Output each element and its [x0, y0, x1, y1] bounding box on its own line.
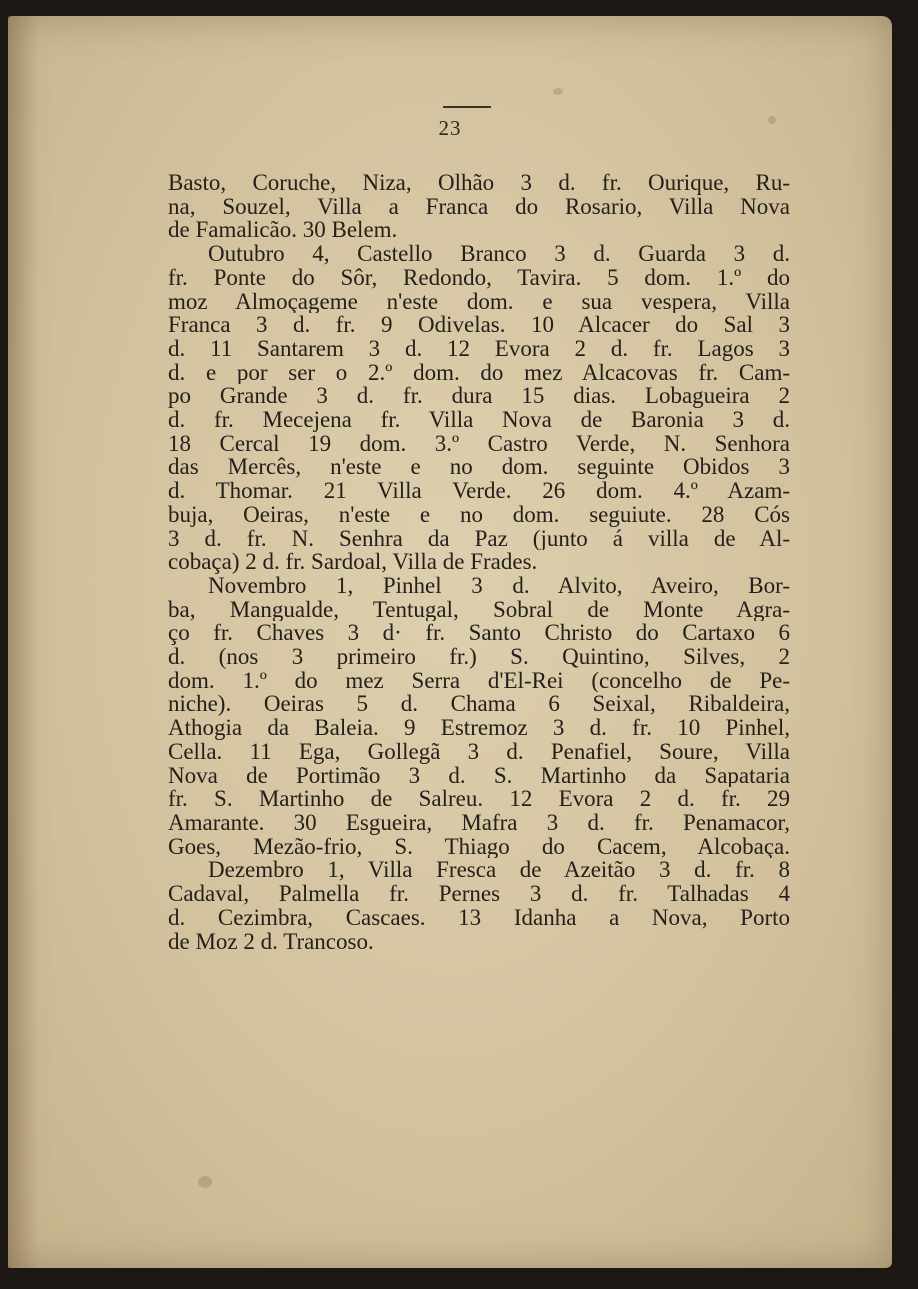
text-line: Athogia da Baleia. 9 Estremoz 3 d. fr. 10 Pinhel,	[168, 716, 790, 740]
text-line: Dezembro 1, Villa Fresca de Azeitão 3 d. fr. 8	[208, 858, 790, 883]
text-line: dom. 1.º do mez Serra d'El-Rei (concelho de Pe-	[168, 668, 790, 693]
book-page	[8, 16, 892, 1268]
page-number: 23	[438, 116, 462, 140]
text-line: Amarante. 30 Esgueira, Mafra 3 d. fr. Penamacor,	[168, 810, 790, 835]
text-line: d. (nos 3 primeiro fr.) S. Quintino, Silves, 2	[168, 645, 790, 669]
text-line: po Grande 3 d. fr. dura 15 dias. Lobagueira 2	[168, 384, 790, 409]
text-line: buja, Oeiras, n'este e no dom. seguiute. 28 Cós	[168, 502, 790, 527]
header-rule	[443, 106, 491, 108]
paper-stain	[553, 88, 563, 95]
text-line: ba, Mangualde, Tentugal, Sobral de Monte Agra-	[168, 597, 790, 622]
text-line: das Mercês, n'este e no dom. seguinte Obidos 3	[168, 455, 790, 480]
text-line: de Famalicão. 30 Belem.	[168, 218, 398, 243]
text-line: de Moz 2 d. Trancoso.	[168, 929, 374, 954]
text-line: d. Cezimbra, Cascaes. 13 Idanha a Nova, Porto	[168, 905, 790, 930]
text-line: Cella. 11 Ega, Gollegã 3 d. Penafiel, Soure, Villa	[168, 739, 790, 764]
text-line: niche). Oeiras 5 d. Chama 6 Seixal, Ribaldeira,	[168, 692, 790, 717]
text-line: d. fr. Mecejena fr. Villa Nova de Baronia 3 d.	[168, 408, 790, 432]
text-line: moz Almoçageme n'este dom. e sua vespera, Villa	[168, 289, 790, 314]
text-line: d. 11 Santarem 3 d. 12 Evora 2 d. fr. Lagos 3	[168, 336, 790, 361]
text-line: 18 Cercal 19 dom. 3.º Castro Verde, N. Senhora	[168, 431, 790, 456]
text-line: Goes, Mezão-frio, S. Thiago do Cacem, Alcobaça.	[168, 834, 790, 859]
text-line: Novembro 1, Pinhel 3 d. Alvito, Aveiro, Bor-	[208, 573, 790, 598]
text-line: ço fr. Chaves 3 d· fr. Santo Christo do Cartaxo 6	[168, 621, 790, 646]
text-line: d. e por ser o 2.º dom. do mez Alcacovas fr. Cam-	[168, 360, 790, 385]
body-text	[168, 171, 790, 953]
text-line: 3 d. fr. N. Senhra da Paz (junto á villa de Al-	[168, 526, 790, 551]
text-line: cobaça) 2 d. fr. Sardoal, Villa de Frades.	[168, 550, 538, 574]
text-line: Outubro 4, Castello Branco 3 d. Guarda 3 d.	[208, 242, 790, 266]
text-line: Nova de Portimão 3 d. S. Martinho da Sapataria	[168, 763, 790, 788]
text-line: fr. S. Martinho de Salreu. 12 Evora 2 d. fr. 29	[168, 787, 790, 811]
paper-stain	[198, 1176, 212, 1188]
text-line: Franca 3 d. fr. 9 Odivelas. 10 Alcacer do Sal 3	[168, 313, 790, 337]
text-line: Cadaval, Palmella fr. Pernes 3 d. fr. Talhadas 4	[168, 882, 790, 906]
page-fold-shadow	[8, 16, 38, 1268]
text-line: na, Souzel, Villa a Franca do Rosario, Villa Nova	[168, 194, 790, 219]
text-line: Basto, Coruche, Niza, Olhão 3 d. fr. Ourique, Ru-	[168, 171, 790, 195]
text-line: fr. Ponte do Sôr, Redondo, Tavira. 5 dom. 1.º do	[168, 265, 790, 290]
text-line: d. Thomar. 21 Villa Verde. 26 dom. 4.º Azam-	[168, 479, 790, 503]
